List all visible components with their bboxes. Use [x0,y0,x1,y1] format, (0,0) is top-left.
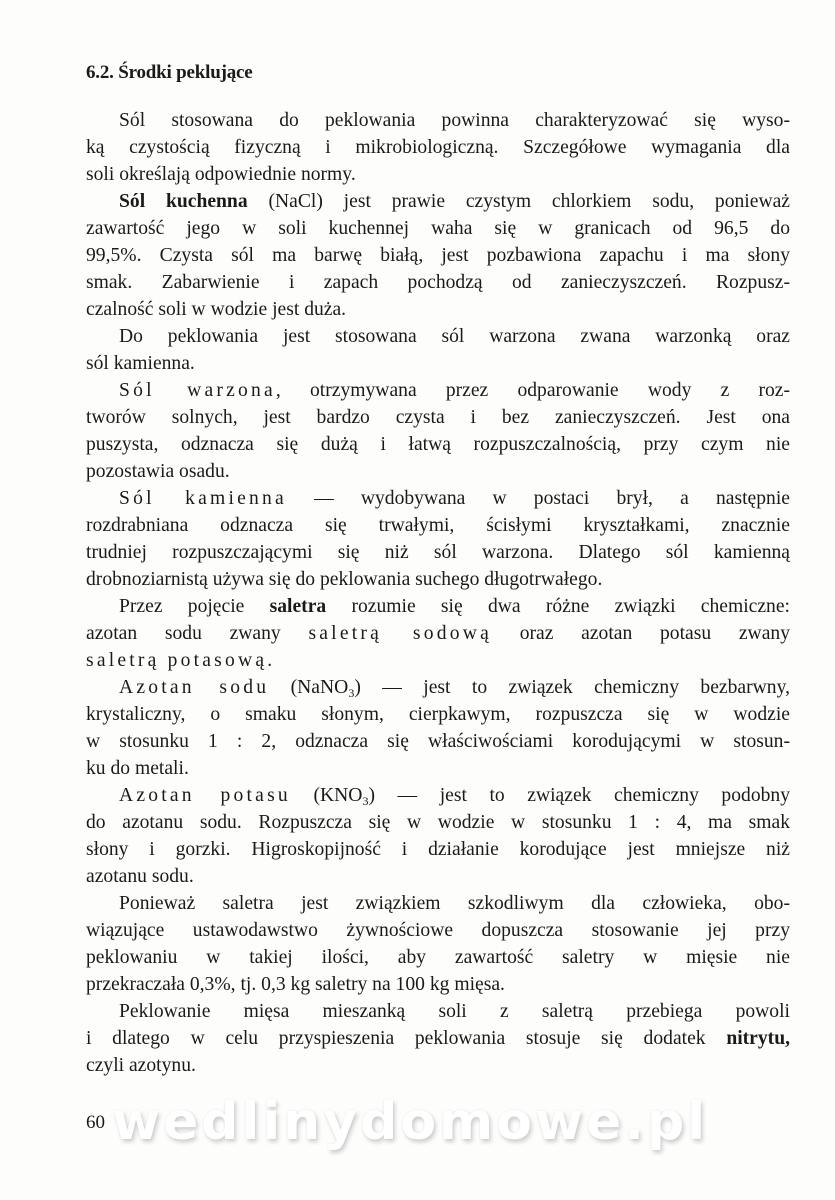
text-line [86,269,790,296]
paragraph [86,782,790,890]
text-line [86,539,790,566]
text-line [86,242,790,269]
text-line [86,836,790,863]
text-run: krystaliczny, o smaku słonym, cierpkawym, rozpuszcza się w wodzie [86,704,790,725]
text-run: Do peklowania jest stosowana sól warzona zwana warzonką oraz [119,326,790,347]
paragraph [86,593,790,674]
text-run: rozdrabniana odznacza się trwałymi, ścisłymi kryształkami, znacznie [86,515,790,536]
spaced-term: Sól kamienna [119,488,287,509]
text-run: soli określają odpowiednie normy. [86,164,356,185]
text-line [86,647,790,674]
text-line [86,377,790,404]
text-line [86,728,790,755]
text-line [86,944,790,971]
text-line [86,512,790,539]
text-line [86,917,790,944]
section-heading: 6.2. Środki peklujące [86,62,253,83]
text-line [86,620,790,647]
text-run: rozumie się dwa różne związki chemiczne: [326,596,790,617]
text-run: pozostawia osadu. [86,461,230,482]
spaced-term: Azotan potasu [119,785,291,806]
text-run: tworów solnych, jest bardzo czysta i bez zanieczyszczeń. Jest ona [86,407,790,428]
text-run: ku do metali. [86,758,189,779]
text-run: zawartość jego w soli kuchennej waha się w granicach od 96,5 do [86,218,790,239]
text-line [86,890,790,917]
bold-term: Sól kuchenna [119,191,248,212]
text-run: (NaCl) jest prawie czystym chlorkiem sodu, ponieważ [247,191,790,212]
paragraph [86,998,790,1079]
text-run: ) — jest to związek chemiczny bezbarwny, [354,677,790,698]
text-line [86,998,790,1025]
subscript: 3 [348,686,355,700]
text-line [86,215,790,242]
text-run: azotan sodu zwany [86,623,309,644]
text-run: czalność soli w wodzie jest duża. [86,299,347,320]
text-run: Sól stosowana do peklowania powinna charakteryzować się wyso- [119,110,790,131]
text-run: azotanu sodu. [86,866,194,887]
bold-term: saletra [269,596,327,617]
text-run: Ponieważ saletra jest związkiem szkodliwym dla człowieka, obo- [119,893,790,914]
text-run: oraz azotan potasu zwany [491,623,790,644]
paragraph [86,107,790,188]
text-run: słony i gorzki. Higroskopijność i działanie korodujące jest mniejsze niż [86,839,790,860]
paragraph [86,323,790,377]
text-run: ką czystością fizyczną i mikrobiologiczną. Szczegółowe wymagania dla [86,137,790,158]
text-line [86,188,790,215]
text-run: do azotanu sodu. Rozpuszcza się w wodzie w stosunku 1 : 4, ma smak [86,812,790,833]
text-run: wiązujące ustawodawstwo żywnościowe dopuszcza stosowanie jej przy [86,920,790,941]
body-text [86,107,790,1079]
text-run: , otrzymywana przez odparowanie wody z roz- [275,380,790,401]
text-line [86,701,790,728]
paragraph [86,377,790,485]
text-run: i dlatego w celu przyspieszenia peklowania stosuje się dodatek [86,1028,727,1049]
text-line [86,458,790,485]
text-line [86,107,790,134]
text-line [86,1052,790,1079]
spaced-term: Azotan sodu [119,677,270,698]
paragraph [86,485,790,593]
text-line [86,755,790,782]
text-run: ) — jest to związek chemiczny podobny [368,785,791,806]
text-line [86,863,790,890]
subscript: 3 [362,794,369,808]
text-run: . [267,650,273,671]
text-run: peklowaniu w takiej ilości, aby zawartość saletry w mięsie nie [86,947,790,968]
text-line [86,323,790,350]
spaced-term: saletrą potasową [86,650,268,671]
text-run: puszysta, odznacza się dużą i łatwą rozpuszczalnością, przy czym nie [86,434,790,455]
text-run: (NaNO [269,677,349,698]
paragraph [86,674,790,782]
text-line [86,566,790,593]
text-line [86,404,790,431]
text-line [86,296,790,323]
spaced-term: Sól warzona [119,380,276,401]
text-run: (KNO [290,785,363,806]
text-line [86,161,790,188]
text-line [86,971,790,998]
text-line [86,593,790,620]
text-run: — wydobywana w postaci brył, a następnie [286,488,790,509]
spaced-term: saletrą sodową [308,623,492,644]
text-run: Przez pojęcie [119,596,270,617]
text-run: drobnoziarnistą używa się do peklowania suchego długotrwałego. [86,569,603,590]
text-line [86,431,790,458]
paragraph [86,890,790,998]
text-run: czyli azotynu. [86,1055,196,1076]
text-line [86,809,790,836]
text-run: trudniej rozpuszczającymi się niż sól warzona. Dlatego sól kamienną [86,542,790,563]
bold-term: nitrytu, [726,1028,790,1049]
text-run: w stosunku 1 : 2, odznacza się właściwościami korodującymi w stosun- [86,731,790,752]
text-run: 99,5%. Czysta sól ma barwę białą, jest pozbawiona zapachu i ma słony [86,245,790,266]
text-run: Peklowanie mięsa mieszanką soli z saletrą przebiega powoli [119,1001,790,1022]
text-line [86,1025,790,1052]
text-run: przekraczała 0,3%, tj. 0,3 kg saletry na 100 kg mięsa. [86,974,505,995]
text-line [86,134,790,161]
text-run: sól kamienna. [86,353,195,374]
text-line [86,782,790,809]
paragraph [86,188,790,323]
page-number: 60 [86,1112,105,1133]
text-line [86,485,790,512]
watermark: wedlinydomowe.pl [112,1092,709,1152]
text-line [86,674,790,701]
text-line [86,350,790,377]
text-run: smak. Zabarwienie i zapach pochodzą od zanieczyszczeń. Rozpusz- [86,272,790,293]
